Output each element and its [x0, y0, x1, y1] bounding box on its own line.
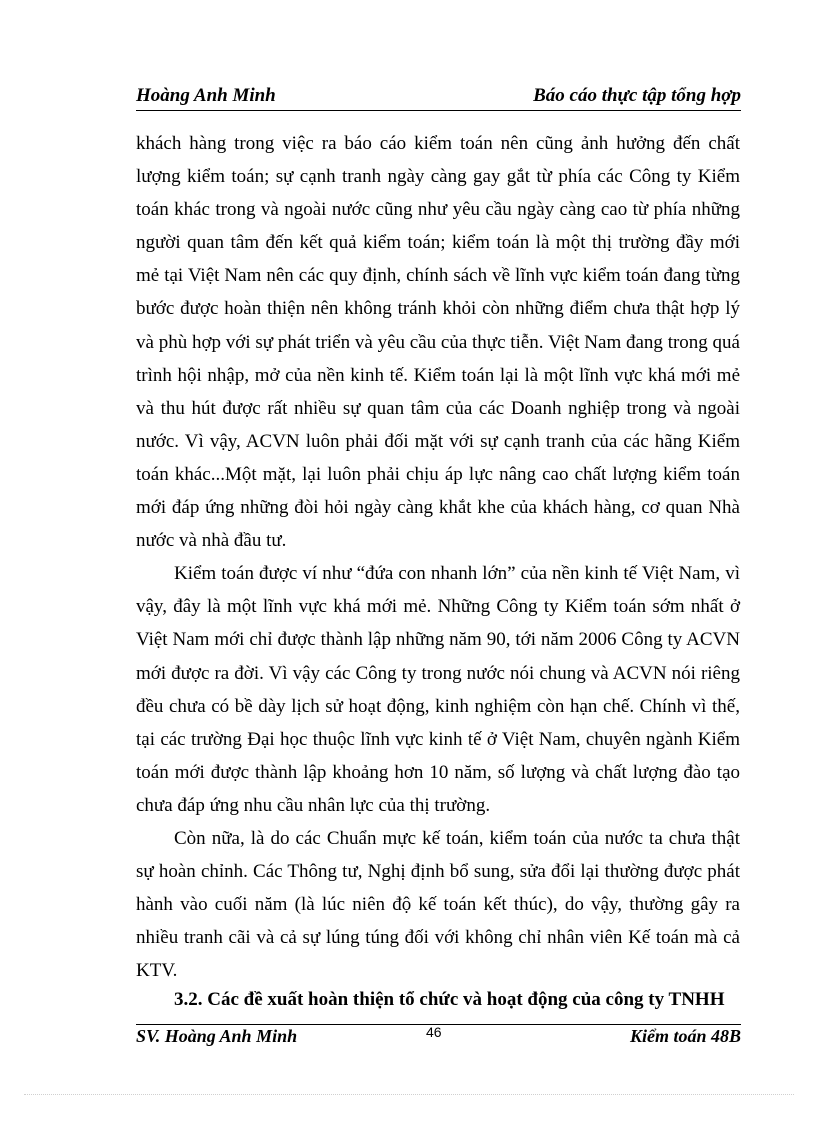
page-edge-divider	[24, 1094, 794, 1095]
paragraph-audit-young-field: Kiểm toán được ví như “đứa con nhanh lớn” của nền kinh tế Việt Nam, vì vậy, đây là một lĩnh vực khá mới mẻ. Những Công ty Kiểm toán sớm nhất ở Việt Nam mới chỉ được thành lập những năm 90, tới năm 2006 Công ty ACVN mới được ra đời. Vì vậy các Công ty trong nước nói chung và ACVN nói riêng đều chưa có bề dày lịch sử hoạt động, kinh nghiệm còn hạn chế. Chính vì thế, tại các trường Đại học thuộc lĩnh vực kinh tế ở Việt Nam, chuyên ngành Kiểm toán mới được thành lập khoảng hơn 10 năm, số lượng và chất lượng đào tạo chưa đáp ứng nhu cầu nhân lực của thị trường.	[136, 563, 740, 816]
paragraph-continued: khách hàng trong việc ra báo cáo kiểm toán nên cũng ảnh hưởng đến chất lượng kiểm toán; sự cạnh tranh ngày càng gay gắt từ phía các Công ty Kiểm toán khác trong và ngoài nước cũng như yêu cầu ngày càng cao từ phía những người quan tâm đến kết quả kiểm toán; kiểm toán là một thị trường đầy mới mẻ tại Việt Nam nên các quy định, chính sách về lĩnh vực kiểm toán đang từng bước được hoàn thiện nên không tránh khỏi còn những điểm chưa thật hợp lý và phù hợp với sự phát triển và yêu cầu của thực tiễn. Việt Nam đang trong quá trình hội nhập, mở của nền kinh tế. Kiểm toán lại là một lĩnh vực khá mới mẻ và thu hút được rất nhiều sự quan tâm của các Doanh nghiệp trong và ngoài nước. Vì vậy, ACVN luôn phải đối mặt với sự cạnh tranh của các hãng Kiểm toán khác...Một mặt, lại luôn phải chịu áp lực nâng cao chất lượng kiểm toán mới đáp ứng những đòi hỏi ngày càng khắt khe của khách hàng, cơ quan Nhà nước và nhà đầu tư.	[136, 133, 740, 552]
header-author: Hoàng Anh Minh	[136, 85, 276, 106]
header-report-title: Báo cáo thực tập tổng hợp	[533, 85, 741, 106]
footer-class-name: Kiểm toán 48B	[629, 1026, 741, 1046]
body-text	[136, 127, 740, 987]
page-number: 46	[426, 1024, 442, 1040]
page-header	[136, 84, 741, 111]
footer-student: SV. Hoàng Anh Minh	[136, 1026, 298, 1046]
section-heading: 3.2. Các đề xuất hoàn thiện tổ chức và hoạt động của công ty TNHH	[174, 989, 725, 1010]
paragraph-standards-incomplete: Còn nữa, là do các Chuẩn mực kế toán, kiểm toán của nước ta chưa thật sự hoàn chỉnh. Các Thông tư, Nghị định bổ sung, sửa đổi lại thường được phát hành vào cuối năm (là lúc niên độ kế toán kết thúc), do vậy, thường gây ra nhiều tranh cãi và cả sự lúng túng đối với không chỉ nhân viên Kế toán mà cả KTV.	[136, 827, 740, 982]
page-footer	[136, 1026, 741, 1052]
